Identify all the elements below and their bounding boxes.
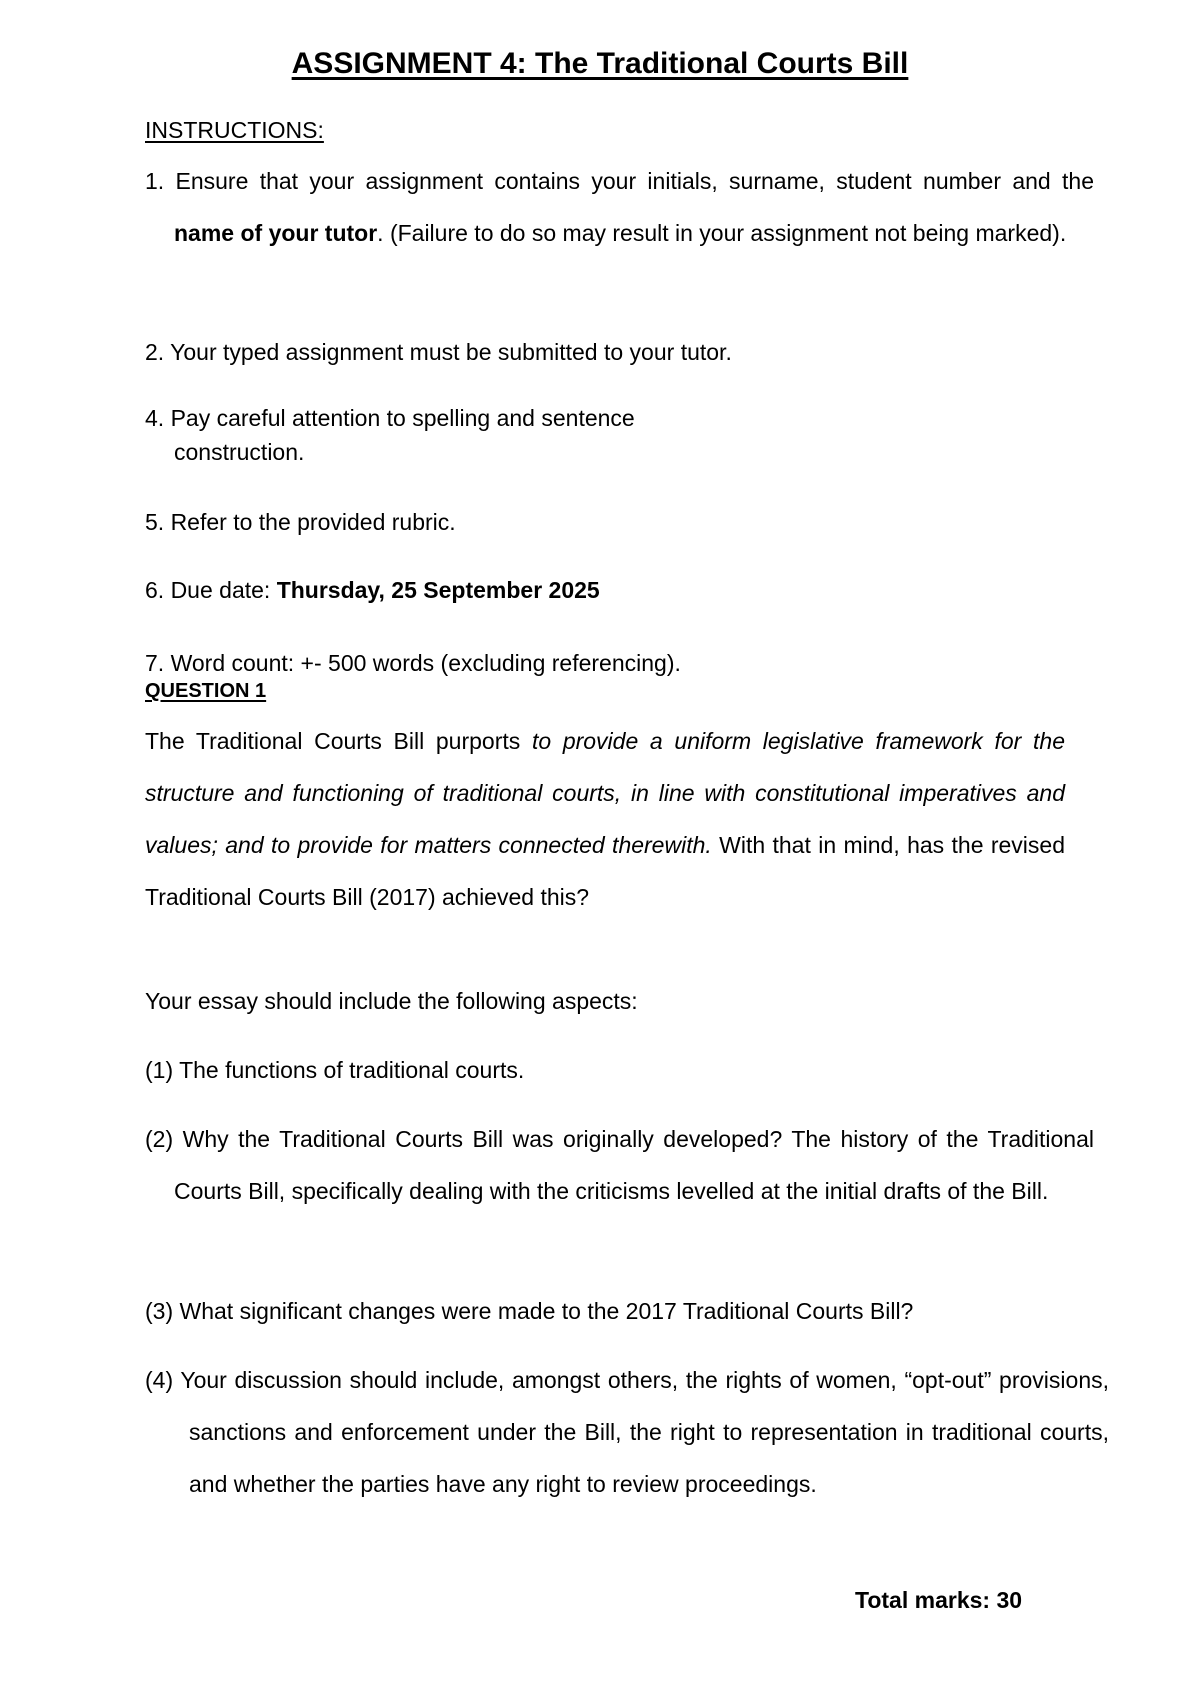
aspect-item-3: (3) What significant changes were made to the 2017 Traditional Courts Bill? (145, 1298, 914, 1324)
instruction-item-5: 5. Refer to the provided rubric. (145, 509, 456, 535)
total-marks: Total marks: 30 (855, 1587, 1023, 1613)
instruction-item-6 (145, 564, 1065, 616)
question-intro-ask: With that in mind, has the revised Traditional Courts Bill (2017) achieved this? (145, 832, 1065, 910)
instruction-1-tail: . (Failure to do so may result in your assignment not being marked). (377, 220, 1067, 246)
instruction-item-1 (145, 155, 1094, 259)
question-intro (145, 715, 1065, 923)
instruction-4-line-2: construction. (174, 439, 305, 465)
aspect-item-2: (2) Why the Traditional Courts Bill was originally developed? The history of the Traditional Courts Bill, specifically dealing with the criticisms levelled at the initial drafts of the Bill. (145, 1126, 1094, 1204)
instruction-1-text: 1. Ensure that your assignment contains your initials, surname, student number and the (145, 168, 1094, 194)
instruction-item-7: 7. Word count: +- 500 words (excluding referencing). (145, 650, 681, 676)
instruction-1-bold: name of your tutor (174, 220, 378, 246)
instruction-4-line-1: 4. Pay careful attention to spelling and sentence (145, 405, 635, 431)
instruction-item-2: 2. Your typed assignment must be submitted to your tutor. (145, 339, 732, 365)
page-title: ASSIGNMENT 4: The Traditional Courts Bill (291, 47, 909, 80)
question-intro-lead: The Traditional Courts Bill purports (145, 728, 532, 754)
aspect-item-4: (4) Your discussion should include, amongst others, the rights of women, “opt-out” provisions, sanctions and enforcement under the Bill, the right to representation in traditional courts, and whether the parties have any right to review proceedings. (145, 1367, 1109, 1497)
question-intro-quote: to provide a uniform legislative framework for the structure and functioning of traditional courts, in line with constitutional imperatives and values; and to provide for matters connected therewith. (145, 728, 1065, 858)
aspects-lead: Your essay should include the following aspects: (145, 988, 638, 1014)
question-heading: QUESTION 1 (145, 680, 267, 702)
instruction-item-4 (145, 401, 1065, 469)
aspect-item-1: (1) The functions of traditional courts. (145, 1057, 525, 1083)
instruction-6-label: 6. Due date: (145, 577, 277, 603)
instructions-heading: INSTRUCTIONS: (145, 117, 324, 143)
due-date: Thursday, 25 September 2025 (276, 577, 600, 603)
